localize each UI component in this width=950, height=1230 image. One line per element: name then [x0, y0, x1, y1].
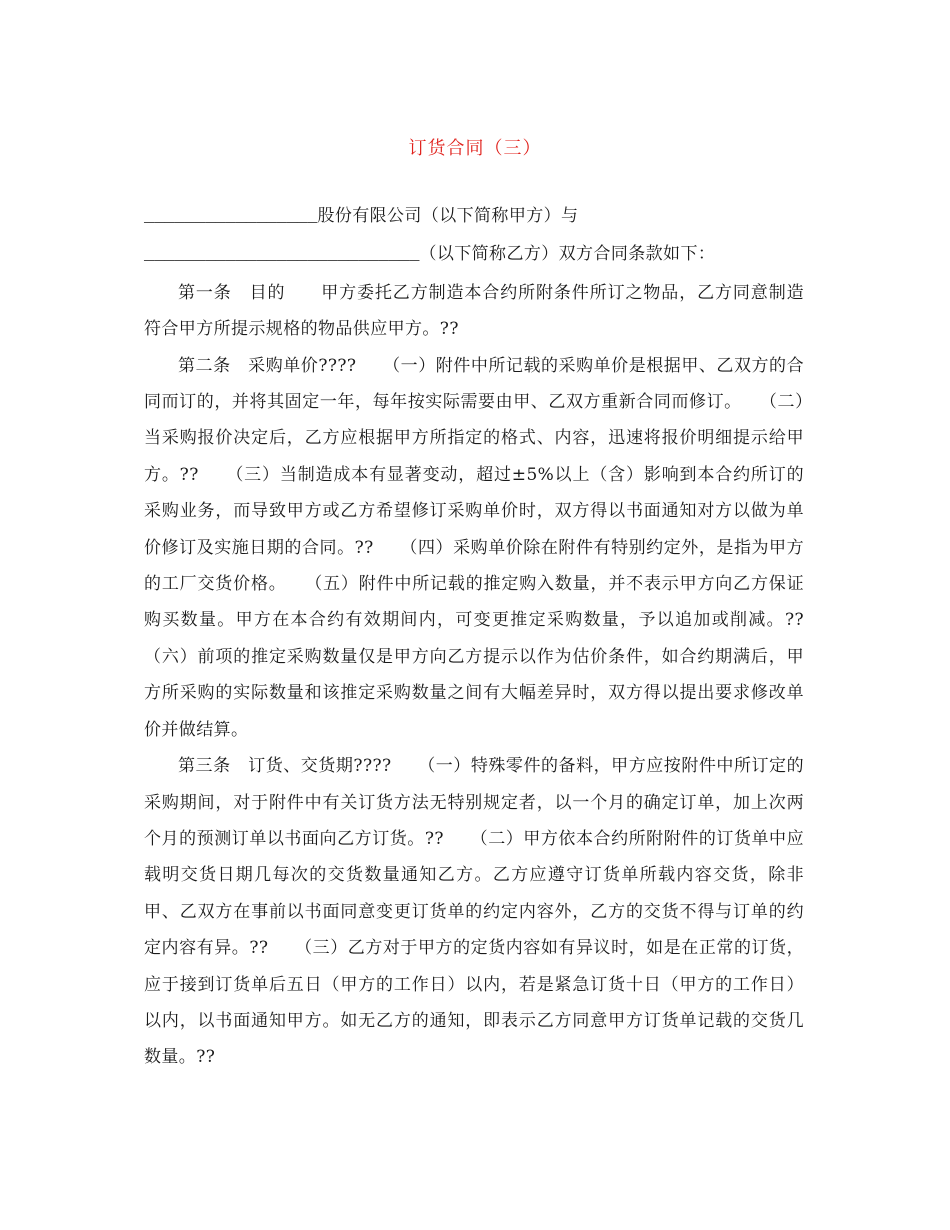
party-b-text: （以下简称乙方）双方合同条款如下： — [419, 244, 716, 265]
article-2-unit-price: 第二条 采购单价???? （一）附件中所记载的采购单价是根据甲、乙双方的合同而订的，并将其固定一年，每年按实际需要由甲、乙双方重新合同而修订。 （二）当采购报价决定后，乙方应根据甲方所指定的格式、内容，迅速将报价明细提示给甲方。?? （三）当制造成本有显著变动，超过±5%以上（含）影响到本合约所订的采购业务，而导致甲方或乙方希望修订采购单价时，双方得以书面通知对方以做为单价修订及实施日期的合同。?? （四）采购单价除在附件有特别约定外，是指为甲方的工厂交货价格。 （五）附件中所记载的推定购入数量，并不表示甲方向乙方保证购买数量。甲方在本合约有效期间内，可变更推定采购数量，予以追加或削减。?? （六）前项的推定采购数量仅是甲方向乙方提示以作为估价条件，如合约期满后，甲方所采购的实际数量和该推定采购数量之间有大幅差异时，双方得以提出要求修改单价并做结算。 — [144, 355, 839, 740]
contract-body — [144, 198, 839, 1076]
article-3-order-delivery: 第三条 订货、交货期???? （一）特殊零件的备料，甲方应按附件中所订定的采购期间，对于附件中有关订货方法无特别规定者，以一个月的确定订单，加上次两个月的预测订单以书面向乙方订货。?? （二）甲方依本合约所附附件的订货单中应载明交货日期几每次的交货数量通知乙方。乙方应遵守订货单所载内容交货，除非甲、乙双方在事前以书面同意变更订货单的约定内容外，乙方的交货不得与订单的约定内容有异。?? （三）乙方对于甲方的定货内容如有异议时，如是在正常的订货，应于接到订货单后五日（甲方的工作日）以内，若是紧急订货十日（甲方的工作日）以内，以书面通知甲方。如无乙方的通知，即表示乙方同意甲方订货单记载的交货几数量。?? — [144, 756, 804, 1068]
party-a-line — [144, 198, 804, 236]
party-b-blank: ___________________________ — [144, 246, 420, 266]
party-b-line — [144, 236, 804, 274]
party-a-blank: _________________ — [144, 208, 318, 227]
document-title: 订货合同（三） — [408, 138, 542, 159]
party-a-text: 股份有限公司（以下简称甲方）与 — [317, 206, 579, 226]
article-1-purpose: 第一条 目的 甲方委托乙方制造本合约所附条件所订之物品，乙方同意制造符合甲方所提示规格的物品供应甲方。?? — [144, 282, 804, 340]
